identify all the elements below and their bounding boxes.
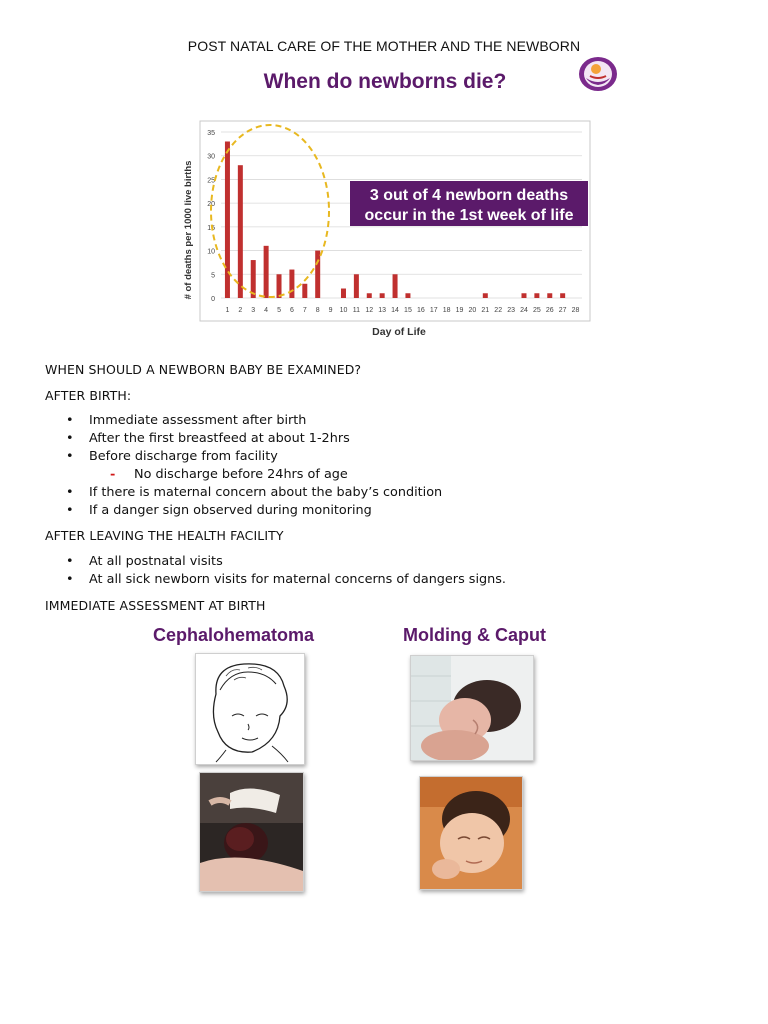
y-tick-label: 0: [211, 296, 215, 303]
after-leaving-heading: AFTER LEAVING THE HEALTH FACILITY: [45, 528, 284, 543]
x-tick-label: 4: [264, 307, 269, 314]
bullet-icon: •: [66, 554, 74, 569]
bar-day-10: [341, 289, 346, 298]
x-tick-label: 20: [468, 307, 477, 314]
bullet-icon: •: [66, 431, 74, 446]
after-birth-heading: AFTER BIRTH:: [45, 388, 132, 403]
x-tick-label: 13: [378, 307, 387, 314]
chart-svg: [178, 108, 598, 346]
x-tick-label: 15: [404, 307, 412, 314]
bullet-icon: •: [66, 449, 74, 464]
bar-day-13: [380, 293, 385, 298]
x-tick-label: 25: [532, 307, 541, 314]
x-tick-label: 7: [302, 307, 307, 314]
y-tick-label: 5: [211, 272, 215, 280]
bar-day-21: [483, 293, 488, 298]
bullet-icon: •: [66, 413, 74, 428]
molding-caput-title: Molding & Caput: [403, 625, 546, 645]
x-tick-label: 19: [455, 307, 464, 314]
y-tick-label: 20: [207, 201, 215, 209]
x-tick-label: 6: [289, 307, 294, 314]
cephalohematoma-photo: [199, 772, 304, 892]
bullet-icon: •: [66, 485, 74, 500]
list-item: • If there is maternal concern about the baby’s condition: [66, 485, 443, 500]
x-tick-label: 8: [315, 307, 320, 314]
x-tick-label: 21: [481, 307, 490, 314]
bar-day-8: [315, 251, 320, 298]
y-axis-label: # of deaths per 1000 live births: [183, 160, 194, 300]
cephalohematoma-drawing: [195, 653, 305, 765]
bar-day-2: [238, 165, 243, 298]
bar-day-14: [393, 274, 398, 298]
x-tick-label: 9: [328, 307, 333, 314]
x-tick-label: 14: [391, 307, 399, 314]
molding-photo-1: [410, 655, 534, 761]
x-tick-label: 10: [339, 307, 348, 314]
bar-day-24: [521, 293, 526, 298]
sub-list-item: - No discharge before 24hrs of age: [110, 467, 348, 482]
x-tick-label: 1: [225, 307, 230, 314]
callout-line-2: occur in the 1st week of life: [364, 207, 574, 224]
bullet-icon: •: [66, 503, 74, 518]
list-item: • Immediate assessment after birth: [66, 413, 307, 428]
bar-day-12: [367, 293, 372, 298]
y-tick-label: 30: [207, 153, 215, 161]
x-tick-label: 24: [520, 307, 528, 314]
list-item: • After the first breastfeed at about 1-2hrs: [66, 431, 350, 446]
x-axis-label: Day of Life: [372, 326, 426, 338]
y-tick-label: 10: [207, 248, 215, 256]
x-tick-label: 27: [558, 307, 567, 314]
bar-day-11: [354, 274, 359, 298]
when-examined-heading: WHEN SHOULD A NEWBORN BABY BE EXAMINED?: [45, 362, 362, 377]
y-tick-label: 15: [207, 224, 215, 232]
bar-day-25: [534, 293, 539, 298]
x-tick-label: 16: [416, 307, 425, 314]
callout-line-1: 3 out of 4 newborn deaths: [369, 187, 569, 204]
slide-title: When do newborns die?: [263, 70, 507, 93]
bar-day-6: [289, 270, 294, 298]
list-item: • Before discharge from facility: [66, 449, 278, 464]
x-tick-label: 22: [494, 307, 503, 314]
x-tick-label: 5: [277, 307, 281, 314]
dash-bullet-icon: -: [110, 467, 116, 482]
x-tick-label: 17: [429, 307, 438, 314]
cephalohematoma-title: Cephalohematoma: [153, 625, 315, 645]
x-tick-label: 26: [545, 307, 554, 314]
newborn-deaths-chart: [178, 108, 598, 346]
x-tick-label: 12: [365, 307, 374, 314]
after-leaving-list: [64, 553, 506, 589]
bar-day-5: [277, 274, 282, 298]
document-title: POST NATAL CARE OF THE MOTHER AND THE NEWBORN: [187, 38, 581, 54]
x-tick-label: 28: [571, 307, 580, 314]
x-tick-label: 11: [352, 307, 361, 314]
bar-day-15: [405, 293, 410, 298]
caput-photo-2: [419, 776, 523, 890]
bullet-icon: •: [66, 572, 74, 587]
y-tick-label: 35: [207, 130, 215, 137]
x-tick-label: 2: [238, 307, 243, 314]
x-tick-label: 23: [507, 307, 515, 314]
bar-day-7: [302, 284, 307, 298]
bar-day-27: [560, 293, 565, 298]
y-tick-label: 25: [207, 177, 215, 185]
x-tick-label: 18: [442, 307, 451, 314]
baby-logo-icon: [578, 56, 618, 92]
x-tick-label: 3: [251, 307, 256, 314]
list-item: • At all postnatal visits: [66, 554, 223, 569]
bar-day-26: [547, 293, 552, 298]
bar-day-4: [264, 246, 269, 298]
after-birth-list: [64, 412, 442, 520]
immediate-assessment-heading: IMMEDIATE ASSESSMENT AT BIRTH: [45, 598, 266, 613]
list-item: • At all sick newborn visits for maternal concerns of dangers signs.: [66, 572, 506, 587]
list-item: • If a danger sign observed during monitoring: [66, 503, 372, 518]
